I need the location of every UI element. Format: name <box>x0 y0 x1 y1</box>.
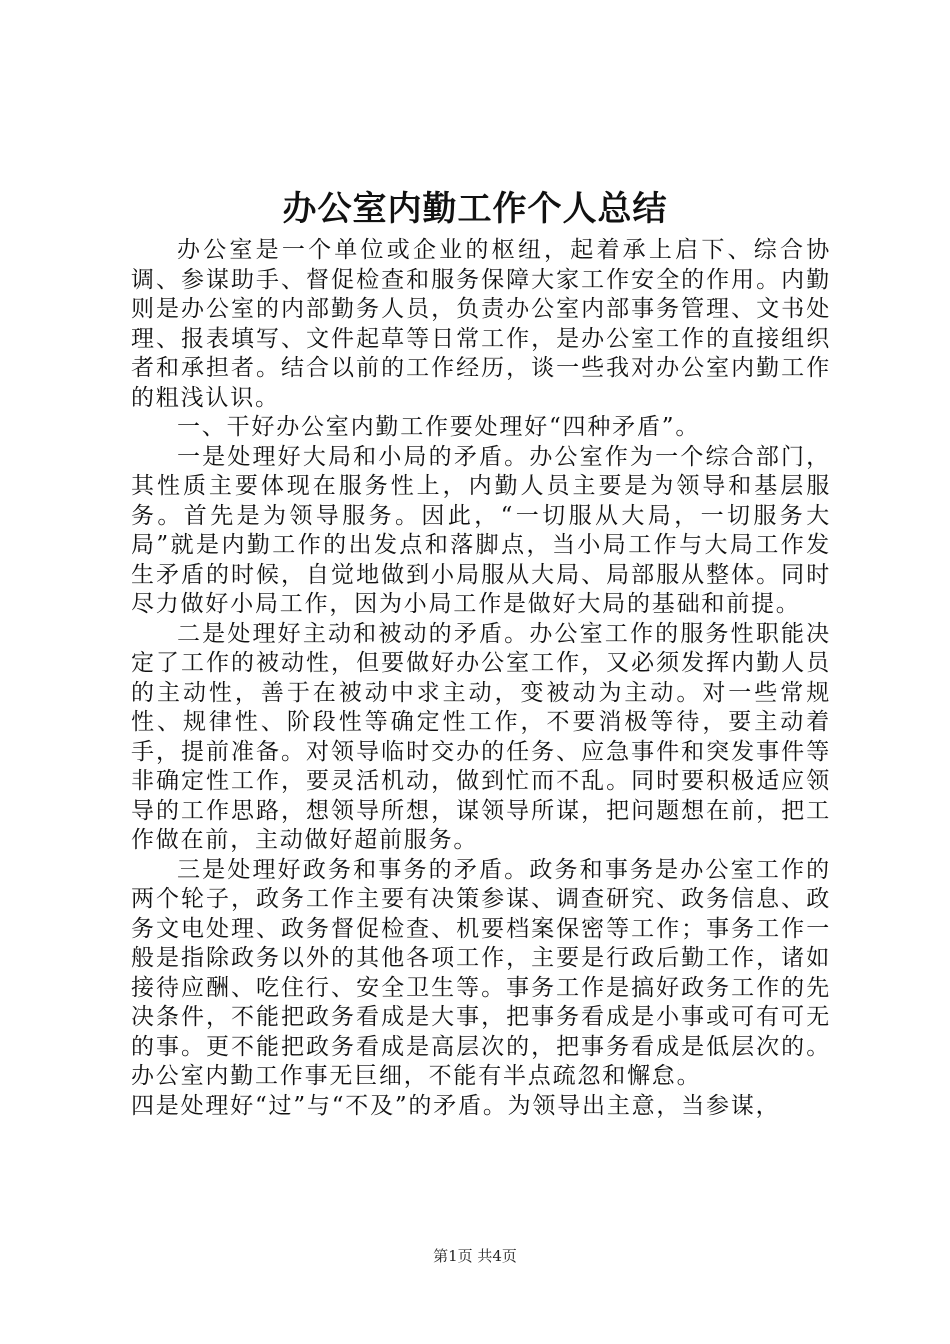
paragraph-intro: 办公室是一个单位或企业的枢纽，起着承上启下、综合协调、参谋助手、督促检查和服务保障大家工作安全的作用。内勤则是办公室的内部勤务人员，负责办公室内部事务管理、文书处理、报表填写、文件起草等日常工作，是办公室工作的直接组织者和承担者。结合以前的工作经历，谈一些我对办公室内勤工作的粗浅认识。 <box>131 237 831 411</box>
paragraph-point-one: 一是处理好大局和小局的矛盾。办公室作为一个综合部门，其性质主要体现在服务性上，内勤人员主要是为领导和基层服务。首先是为领导服务。因此，“一切服从大局，一切服务大局”就是内勤工作的出发点和落脚点，当小局工作与大局工作发生矛盾的时候，自觉地做到小局服从大局、局部服从整体。同时尽力做好小局工作，因为小局工作是做好大局的基础和前提。 <box>131 443 831 617</box>
document-body <box>131 236 831 1121</box>
paragraph-point-four: 四是处理好“过”与“不及”的矛盾。为领导出主意，当参谋， <box>131 1092 781 1119</box>
paragraph-point-three: 三是处理好政务和事务的矛盾。政务和事务是办公室工作的两个轮子，政务工作主要有决策参谋、调查研究、政务信息、政务文电处理、政务督促检查、机要档案保密等工作；事务工作一般是指除政务以外的其他各项工作，主要是行政后勤工作，诸如接待应酬、吃住行、安全卫生等。事务工作是搞好政务工作的先决条件，不能把政务看成是大事，把事务看成是小事或可有可无的事。更不能把政务看成是高层次的，把事务看成是低层次的。办公室内勤工作事无巨细，不能有半点疏忽和懈怠。 <box>131 856 831 1089</box>
page-number-footer: 第1页 共4页 <box>433 1247 517 1265</box>
document-title: 办公室内勤工作个人总结 <box>282 189 668 229</box>
paragraph-section-heading: 一、干好办公室内勤工作要处理好“四种矛盾”。 <box>177 414 701 440</box>
paragraph-point-two: 二是处理好主动和被动的矛盾。办公室工作的服务性职能决定了工作的被动性，但要做好办公室工作，又必须发挥内勤人员的主动性，善于在被动中求主动，变被动为主动。对一些常规性、规律性、阶段性等确定性工作，不要消极等待，要主动着手，提前准备。对领导临时交办的任务、应急事件和突发事件等非确定性工作，要灵活机动，做到忙而不乱。同时要积极适应领导的工作思路，想领导所想，谋领导所谋，把问题想在前，把工作做在前，主动做好超前服务。 <box>131 620 831 853</box>
